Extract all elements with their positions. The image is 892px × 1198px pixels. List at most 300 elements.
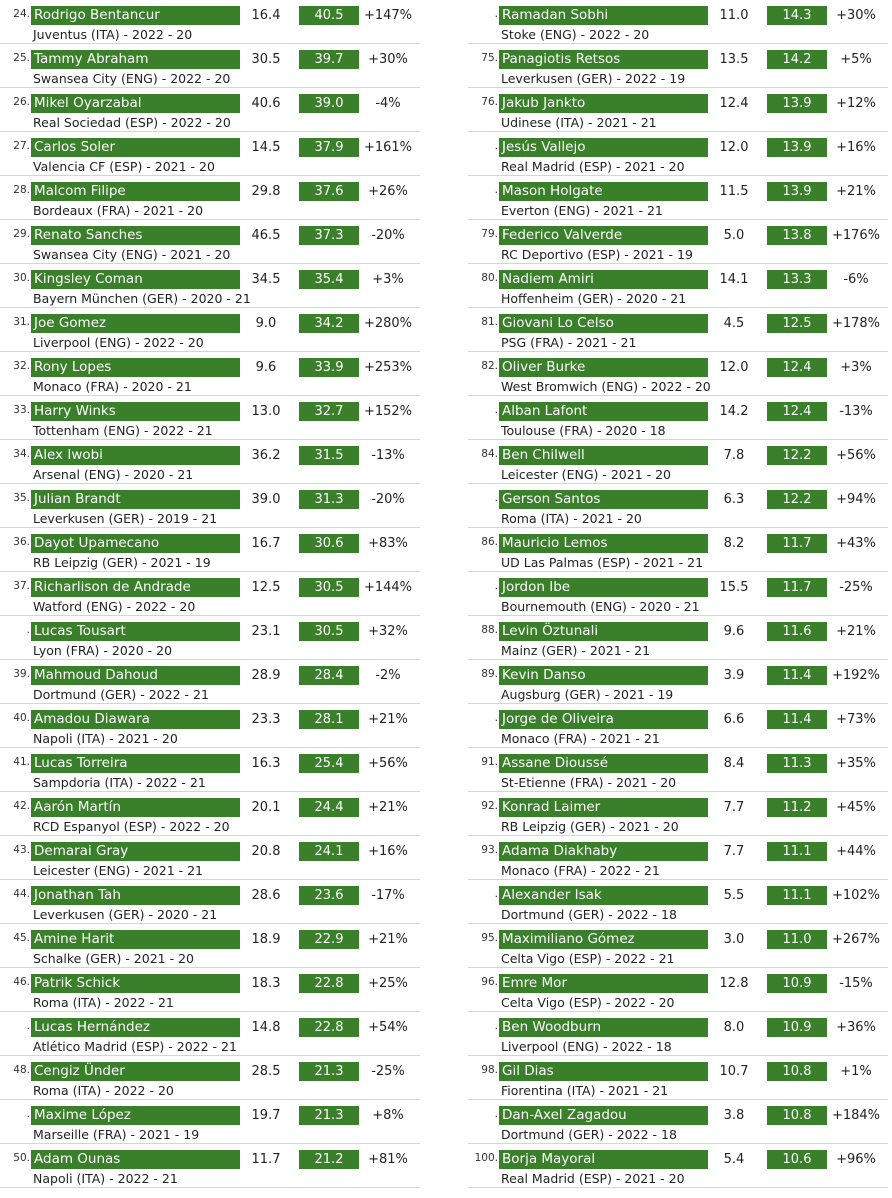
player-previous-value: 18.3	[251, 976, 281, 991]
player-club-info: Tottenham (ENG) - 2022 - 21	[33, 423, 213, 438]
player-row	[0, 704, 420, 748]
player-rank: .	[494, 404, 498, 416]
player-rank: .	[494, 140, 498, 152]
player-row	[468, 396, 888, 440]
player-value-change: +16%	[368, 844, 408, 859]
player-previous-value: 39.0	[251, 492, 281, 507]
player-rank: 96.	[481, 976, 498, 988]
player-row	[0, 748, 420, 792]
player-rank: 89.	[481, 668, 498, 680]
player-rank: .	[494, 8, 498, 20]
player-club-info: Real Sociedad (ESP) - 2022 - 20	[33, 115, 231, 130]
player-value-change: -4%	[375, 96, 401, 111]
player-club-info: Roma (ITA) - 2022 - 21	[33, 995, 174, 1010]
player-name: Jesús Vallejo	[499, 138, 708, 157]
player-row	[0, 0, 420, 44]
player-name: Nadiem Amiri	[499, 270, 708, 289]
player-name: Adama Diakhaby	[499, 842, 708, 861]
player-current-value: 28.4	[299, 666, 359, 685]
player-previous-value: 12.0	[719, 140, 749, 155]
player-current-value: 10.8	[767, 1106, 827, 1125]
player-current-value: 13.9	[767, 182, 827, 201]
player-previous-value: 5.5	[723, 888, 745, 903]
player-club-info: Liverpool (ENG) - 2022 - 20	[33, 335, 204, 350]
player-previous-value: 6.6	[723, 712, 745, 727]
player-rank: .	[494, 1020, 498, 1032]
player-rank: 30.	[13, 272, 30, 284]
player-club-info: Leverkusen (GER) - 2022 - 19	[501, 71, 686, 86]
player-value-change: +36%	[836, 1020, 876, 1035]
player-row	[0, 308, 420, 352]
player-name: Lucas Torreira	[31, 754, 240, 773]
player-row	[468, 528, 888, 572]
player-row	[0, 88, 420, 132]
player-rank: 100.	[474, 1152, 498, 1164]
player-row	[468, 748, 888, 792]
player-current-value: 12.5	[767, 314, 827, 333]
player-rank: 39.	[13, 668, 30, 680]
player-name: Assane Dioussé	[499, 754, 708, 773]
player-previous-value: 5.4	[723, 1152, 745, 1167]
player-current-value: 11.1	[767, 842, 827, 861]
player-current-value: 39.7	[299, 50, 359, 69]
player-row	[0, 264, 420, 308]
player-current-value: 28.1	[299, 710, 359, 729]
player-name: Lucas Tousart	[31, 622, 240, 641]
player-rank: 80.	[481, 272, 498, 284]
player-current-value: 12.4	[767, 402, 827, 421]
player-name: Oliver Burke	[499, 358, 708, 377]
player-value-change: +184%	[831, 1108, 881, 1123]
player-rank: 29.	[13, 228, 30, 240]
player-previous-value: 8.4	[723, 756, 745, 771]
player-rank: 91.	[481, 756, 498, 768]
player-previous-value: 14.1	[719, 272, 749, 287]
player-row	[0, 1056, 420, 1100]
player-current-value: 30.5	[299, 622, 359, 641]
player-rank: 40.	[13, 712, 30, 724]
player-current-value: 11.0	[767, 930, 827, 949]
player-value-change: +43%	[836, 536, 876, 551]
player-club-info: Lyon (FRA) - 2020 - 20	[33, 643, 173, 658]
player-name: Demarai Gray	[31, 842, 240, 861]
player-previous-value: 3.9	[723, 668, 745, 683]
player-club-info: Monaco (FRA) - 2022 - 21	[501, 863, 660, 878]
player-rank: 36.	[13, 536, 30, 548]
player-club-info: Monaco (FRA) - 2020 - 21	[33, 379, 192, 394]
player-current-value: 14.3	[767, 6, 827, 25]
player-club-info: Toulouse (FRA) - 2020 - 18	[501, 423, 666, 438]
player-row	[468, 880, 888, 924]
player-current-value: 22.8	[299, 974, 359, 993]
player-name: Joe Gomez	[31, 314, 240, 333]
player-name: Malcom Filipe	[31, 182, 240, 201]
player-row	[468, 1056, 888, 1100]
player-name: Jorge de Oliveira	[499, 710, 708, 729]
player-previous-value: 23.1	[251, 624, 281, 639]
player-current-value: 24.1	[299, 842, 359, 861]
player-rank: 35.	[13, 492, 30, 504]
player-previous-value: 11.7	[251, 1152, 281, 1167]
player-rank: 32.	[13, 360, 30, 372]
player-row	[0, 660, 420, 704]
player-rank: 46.	[13, 976, 30, 988]
player-name: Rodrigo Bentancur	[31, 6, 240, 25]
player-row	[468, 308, 888, 352]
player-rank: .	[494, 492, 498, 504]
player-value-change: +73%	[836, 712, 876, 727]
player-row	[468, 132, 888, 176]
player-previous-value: 13.5	[719, 52, 749, 67]
player-value-change: -20%	[371, 228, 405, 243]
player-previous-value: 8.2	[723, 536, 745, 551]
player-previous-value: 16.3	[251, 756, 281, 771]
player-current-value: 30.6	[299, 534, 359, 553]
player-row	[468, 792, 888, 836]
player-name: Julian Brandt	[31, 490, 240, 509]
player-value-change: +94%	[836, 492, 876, 507]
player-name: Rony Lopes	[31, 358, 240, 377]
player-name: Alex Iwobi	[31, 446, 240, 465]
player-previous-value: 7.7	[723, 800, 745, 815]
player-value-change: +44%	[836, 844, 876, 859]
player-name: Mahmoud Dahoud	[31, 666, 240, 685]
player-value-change: +35%	[836, 756, 876, 771]
player-previous-value: 6.3	[723, 492, 745, 507]
player-current-value: 40.5	[299, 6, 359, 25]
ranking-column-right	[468, 0, 888, 1188]
player-name: Adam Ounas	[31, 1150, 240, 1169]
player-current-value: 11.2	[767, 798, 827, 817]
player-row	[0, 220, 420, 264]
player-current-value: 11.7	[767, 534, 827, 553]
player-name: Jonathan Tah	[31, 886, 240, 905]
player-club-info: Monaco (FRA) - 2021 - 21	[501, 731, 660, 746]
player-previous-value: 46.5	[251, 228, 281, 243]
player-rank: .	[26, 624, 30, 636]
player-name: Dayot Upamecano	[31, 534, 240, 553]
player-row	[0, 572, 420, 616]
player-previous-value: 14.5	[251, 140, 281, 155]
player-rank: 84.	[481, 448, 498, 460]
player-rank: 98.	[481, 1064, 498, 1076]
player-club-info: Real Madrid (ESP) - 2021 - 20	[501, 159, 685, 174]
player-name: Lucas Hernández	[31, 1018, 240, 1037]
player-club-info: West Bromwich (ENG) - 2022 - 20	[501, 379, 711, 394]
player-rank: .	[26, 1020, 30, 1032]
player-rank: 92.	[481, 800, 498, 812]
player-rank: 75.	[481, 52, 498, 64]
player-value-change: -15%	[839, 976, 873, 991]
player-club-info: Dortmund (GER) - 2022 - 21	[33, 687, 209, 702]
player-current-value: 11.4	[767, 666, 827, 685]
player-club-info: Fiorentina (ITA) - 2021 - 21	[501, 1083, 669, 1098]
player-value-change: +21%	[368, 932, 408, 947]
player-value-change: +147%	[363, 8, 413, 23]
player-current-value: 23.6	[299, 886, 359, 905]
player-value-change: +21%	[836, 624, 876, 639]
player-name: Dan-Axel Zagadou	[499, 1106, 708, 1125]
player-row	[0, 836, 420, 880]
player-value-change: +25%	[368, 976, 408, 991]
player-value-change: +5%	[840, 52, 872, 67]
player-name: Alban Lafont	[499, 402, 708, 421]
player-previous-value: 30.5	[251, 52, 281, 67]
player-rank: 45.	[13, 932, 30, 944]
player-value-change: +32%	[368, 624, 408, 639]
player-value-change: +30%	[836, 8, 876, 23]
player-previous-value: 7.7	[723, 844, 745, 859]
player-rank: 24.	[13, 8, 30, 20]
player-name: Carlos Soler	[31, 138, 240, 157]
player-value-change: +26%	[368, 184, 408, 199]
player-value-change: +178%	[831, 316, 881, 331]
player-name: Federico Valverde	[499, 226, 708, 245]
player-rank: 34.	[13, 448, 30, 460]
player-previous-value: 3.8	[723, 1108, 745, 1123]
player-club-info: Everton (ENG) - 2021 - 21	[501, 203, 663, 218]
player-current-value: 25.4	[299, 754, 359, 773]
player-previous-value: 28.5	[251, 1064, 281, 1079]
player-value-change: +16%	[836, 140, 876, 155]
player-value-change: -6%	[843, 272, 869, 287]
player-value-change: -17%	[371, 888, 405, 903]
player-current-value: 10.9	[767, 974, 827, 993]
player-club-info: Leicester (ENG) - 2021 - 21	[33, 863, 204, 878]
player-value-change: +3%	[372, 272, 404, 287]
player-rank: 25.	[13, 52, 30, 64]
player-club-info: Sampdoria (ITA) - 2022 - 21	[33, 775, 206, 790]
player-name: Konrad Laimer	[499, 798, 708, 817]
player-row	[468, 660, 888, 704]
player-rank: 48.	[13, 1064, 30, 1076]
player-club-info: RB Leipzig (GER) - 2021 - 19	[33, 555, 211, 570]
player-previous-value: 20.8	[251, 844, 281, 859]
player-name: Gerson Santos	[499, 490, 708, 509]
player-name: Amadou Diawara	[31, 710, 240, 729]
player-value-change: +30%	[368, 52, 408, 67]
player-club-info: Augsburg (GER) - 2021 - 19	[501, 687, 674, 702]
player-current-value: 11.3	[767, 754, 827, 773]
player-value-change: -25%	[371, 1064, 405, 1079]
player-rank: 86.	[481, 536, 498, 548]
player-previous-value: 28.9	[251, 668, 281, 683]
player-name: Kingsley Coman	[31, 270, 240, 289]
player-current-value: 33.9	[299, 358, 359, 377]
player-club-info: Liverpool (ENG) - 2022 - 18	[501, 1039, 672, 1054]
player-previous-value: 14.8	[251, 1020, 281, 1035]
player-row	[0, 528, 420, 572]
player-club-info: Valencia CF (ESP) - 2021 - 20	[33, 159, 215, 174]
player-current-value: 10.9	[767, 1018, 827, 1037]
player-name: Levin Öztunali	[499, 622, 708, 641]
player-row	[0, 1012, 420, 1056]
player-value-change: +12%	[836, 96, 876, 111]
player-rank: 31.	[13, 316, 30, 328]
player-value-change: +102%	[831, 888, 881, 903]
player-previous-value: 9.6	[723, 624, 745, 639]
player-row	[468, 572, 888, 616]
player-rank: 37.	[13, 580, 30, 592]
player-value-change: +96%	[836, 1152, 876, 1167]
player-value-change: +152%	[363, 404, 413, 419]
player-club-info: Bordeaux (FRA) - 2021 - 20	[33, 203, 204, 218]
player-name: Mason Holgate	[499, 182, 708, 201]
player-previous-value: 5.0	[723, 228, 745, 243]
player-current-value: 37.6	[299, 182, 359, 201]
player-club-info: Celta Vigo (ESP) - 2022 - 20	[501, 995, 675, 1010]
player-club-info: Bayern München (GER) - 2020 - 21	[33, 291, 251, 306]
player-previous-value: 29.8	[251, 184, 281, 199]
player-club-info: Marseille (FRA) - 2021 - 19	[33, 1127, 200, 1142]
player-previous-value: 11.5	[719, 184, 749, 199]
player-club-info: St-Etienne (FRA) - 2021 - 20	[501, 775, 677, 790]
player-name: Maximiliano Gómez	[499, 930, 708, 949]
player-previous-value: 13.0	[251, 404, 281, 419]
player-name: Alexander Isak	[499, 886, 708, 905]
player-current-value: 11.7	[767, 578, 827, 597]
player-current-value: 21.3	[299, 1106, 359, 1125]
player-previous-value: 40.6	[251, 96, 281, 111]
player-club-info: RCD Espanyol (ESP) - 2022 - 20	[33, 819, 230, 834]
player-value-change: +176%	[831, 228, 881, 243]
player-rank: 82.	[481, 360, 498, 372]
player-current-value: 34.2	[299, 314, 359, 333]
player-rank: 28.	[13, 184, 30, 196]
player-previous-value: 14.2	[719, 404, 749, 419]
player-row	[468, 0, 888, 44]
player-club-info: Dortmund (GER) - 2022 - 18	[501, 1127, 677, 1142]
player-value-change: +192%	[831, 668, 881, 683]
player-row	[0, 396, 420, 440]
player-row	[0, 176, 420, 220]
player-current-value: 13.3	[767, 270, 827, 289]
player-row	[468, 484, 888, 528]
player-club-info: Real Madrid (ESP) - 2021 - 20	[501, 1171, 685, 1186]
player-name: Tammy Abraham	[31, 50, 240, 69]
player-current-value: 11.6	[767, 622, 827, 641]
player-club-info: Roma (ITA) - 2022 - 20	[33, 1083, 174, 1098]
player-rank: 50.	[13, 1152, 30, 1164]
player-value-change: +83%	[368, 536, 408, 551]
player-previous-value: 12.8	[719, 976, 749, 991]
player-row	[0, 352, 420, 396]
player-value-change: +54%	[368, 1020, 408, 1035]
player-value-change: -25%	[839, 580, 873, 595]
player-previous-value: 19.7	[251, 1108, 281, 1123]
player-name: Ramadan Sobhi	[499, 6, 708, 25]
player-row	[468, 1012, 888, 1056]
player-rank: 88.	[481, 624, 498, 636]
player-current-value: 35.4	[299, 270, 359, 289]
player-previous-value: 12.4	[719, 96, 749, 111]
player-value-change: +45%	[836, 800, 876, 815]
player-previous-value: 23.3	[251, 712, 281, 727]
player-rank: .	[494, 888, 498, 900]
player-value-change: +21%	[836, 184, 876, 199]
player-value-change: -20%	[371, 492, 405, 507]
player-row	[468, 220, 888, 264]
player-value-change: +3%	[840, 360, 872, 375]
player-previous-value: 15.5	[719, 580, 749, 595]
player-rank: 81.	[481, 316, 498, 328]
player-club-info: Schalke (GER) - 2021 - 20	[33, 951, 194, 966]
ranking-column-left	[0, 0, 420, 1188]
player-row	[468, 264, 888, 308]
player-row	[468, 704, 888, 748]
player-value-change: +8%	[372, 1108, 404, 1123]
player-row	[468, 1100, 888, 1144]
player-name: Richarlison de Andrade	[31, 578, 240, 597]
player-club-info: Juventus (ITA) - 2022 - 20	[33, 27, 193, 42]
player-name: Gil Dias	[499, 1062, 708, 1081]
player-current-value: 32.7	[299, 402, 359, 421]
player-name: Cengiz Ünder	[31, 1062, 240, 1081]
player-current-value: 10.6	[767, 1150, 827, 1169]
player-value-change: +267%	[831, 932, 881, 947]
player-value-change: +1%	[840, 1064, 872, 1079]
player-row	[0, 924, 420, 968]
player-rank: 26.	[13, 96, 30, 108]
player-previous-value: 4.5	[723, 316, 745, 331]
player-name: Panagiotis Retsos	[499, 50, 708, 69]
player-club-info: Arsenal (ENG) - 2020 - 21	[33, 467, 194, 482]
player-rank: 41.	[13, 756, 30, 768]
player-row	[0, 132, 420, 176]
player-previous-value: 11.0	[719, 8, 749, 23]
player-row	[468, 352, 888, 396]
player-rank: 27.	[13, 140, 30, 152]
player-row	[468, 924, 888, 968]
player-rank: 42.	[13, 800, 30, 812]
player-current-value: 10.8	[767, 1062, 827, 1081]
player-rank: .	[494, 184, 498, 196]
player-current-value: 37.3	[299, 226, 359, 245]
player-current-value: 30.5	[299, 578, 359, 597]
player-row	[0, 880, 420, 924]
player-value-change: +21%	[368, 712, 408, 727]
player-name: Giovani Lo Celso	[499, 314, 708, 333]
player-value-change: +56%	[836, 448, 876, 463]
player-row	[468, 836, 888, 880]
player-current-value: 22.9	[299, 930, 359, 949]
player-rank: 33.	[13, 404, 30, 416]
player-previous-value: 36.2	[251, 448, 281, 463]
player-current-value: 22.8	[299, 1018, 359, 1037]
player-previous-value: 9.0	[255, 316, 277, 331]
player-rank: .	[494, 712, 498, 724]
player-rank: 95.	[481, 932, 498, 944]
player-current-value: 13.9	[767, 138, 827, 157]
player-current-value: 13.8	[767, 226, 827, 245]
player-current-value: 12.4	[767, 358, 827, 377]
player-name: Mikel Oyarzabal	[31, 94, 240, 113]
player-value-change: +56%	[368, 756, 408, 771]
player-name: Harry Winks	[31, 402, 240, 421]
player-club-info: RC Deportivo (ESP) - 2021 - 19	[501, 247, 693, 262]
player-previous-value: 18.9	[251, 932, 281, 947]
player-value-change: +280%	[363, 316, 413, 331]
player-club-info: Leverkusen (GER) - 2019 - 21	[33, 511, 218, 526]
player-current-value: 31.3	[299, 490, 359, 509]
player-club-info: Celta Vigo (ESP) - 2022 - 21	[501, 951, 675, 966]
player-value-change: +253%	[363, 360, 413, 375]
player-current-value: 21.3	[299, 1062, 359, 1081]
player-previous-value: 12.0	[719, 360, 749, 375]
player-value-change: -2%	[375, 668, 401, 683]
player-previous-value: 7.8	[723, 448, 745, 463]
player-club-info: Swansea City (ENG) - 2022 - 20	[33, 71, 231, 86]
